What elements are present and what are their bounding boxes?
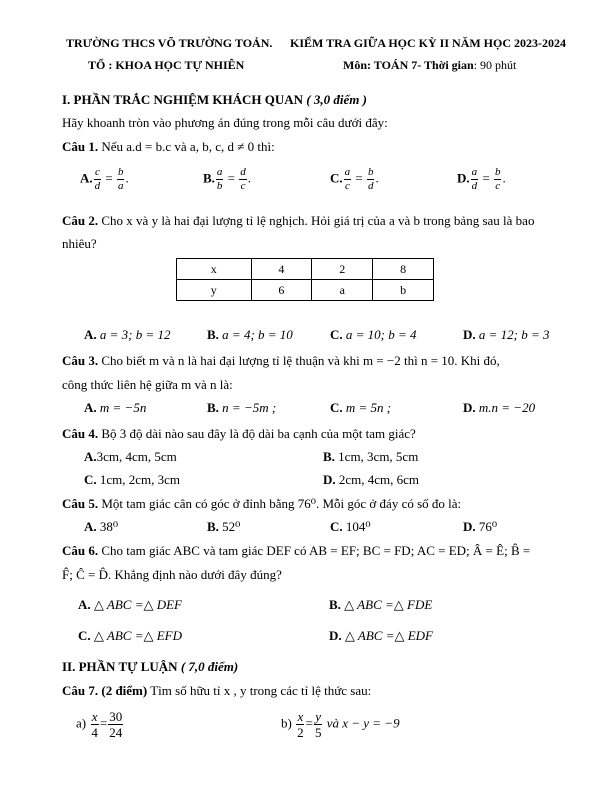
section2-heading	[62, 660, 238, 675]
table-row	[177, 280, 434, 301]
q3-option-d	[463, 401, 535, 416]
table-cell: 6	[251, 280, 312, 301]
q4-option-d	[323, 473, 419, 488]
table-cell: y	[177, 280, 252, 301]
part-label: b)	[281, 715, 292, 731]
q1-label: Câu 1.	[62, 139, 99, 154]
duration: : 90 phút	[473, 58, 517, 72]
fraction: $\frac{x}{4}$	[91, 709, 98, 740]
option-text: △ ABC =△ EFD	[93, 628, 182, 643]
option-text: a = 12; b = 3	[478, 327, 550, 342]
q3-stem	[62, 354, 500, 369]
fraction: $\frac{a}{d}$	[471, 166, 478, 192]
fraction: $\frac{b}{a}$	[117, 166, 124, 192]
option-text: 3cm, 4cm, 5cm	[96, 449, 177, 464]
option-letter: D.	[463, 327, 476, 342]
fraction: $\frac{b}{c}$	[494, 166, 501, 192]
option-letter: A.	[78, 597, 91, 612]
fraction: $\frac{30}{24}$	[109, 709, 123, 740]
q7-label: Câu 7. (2 điểm)	[62, 683, 148, 698]
option-letter: C.	[330, 400, 343, 415]
option-letter: A.	[84, 400, 97, 415]
table-cell: a	[312, 280, 373, 301]
q5-option-d	[463, 520, 497, 535]
option-letter: C.	[78, 628, 91, 643]
q6-option-b	[329, 598, 432, 613]
part-condition: và x − y = −9	[326, 715, 400, 731]
option-text: 76⁰	[478, 519, 498, 534]
fraction: $\frac{c}{d}$	[94, 166, 101, 192]
q4-option-a	[84, 450, 177, 465]
option-text: △ ABC =△ EDF	[344, 628, 433, 643]
q5-option-a	[84, 520, 118, 535]
option-letter: B.	[207, 327, 219, 342]
table-row	[177, 259, 434, 280]
option-letter: D.	[463, 519, 476, 534]
fraction: $\frac{x}{2}$	[297, 709, 304, 740]
q6-label: Câu 6.	[62, 543, 99, 558]
option-letter: B.	[329, 597, 341, 612]
q3-line2: công thức liên hệ giữa m và n là:	[62, 377, 233, 392]
table-cell: 2	[312, 259, 373, 280]
option-text: m = 5n ;	[345, 400, 392, 415]
option-text: m.n = −20	[478, 400, 536, 415]
q4-label: Câu 4.	[62, 426, 99, 441]
q6-option-a	[78, 598, 182, 613]
option-letter: D.	[457, 170, 470, 186]
q2-label: Câu 2.	[62, 213, 99, 228]
option-letter: B.	[323, 449, 335, 464]
fraction: $\frac{y}{5}$	[314, 709, 322, 740]
option-letter: A.	[84, 519, 97, 534]
q7-stem	[62, 684, 371, 699]
q1-option-b: B. $\frac{a}{b}$ = $\frac{d}{c}$ .	[203, 166, 252, 192]
option-letter: A.	[84, 449, 97, 464]
option-text: 104⁰	[345, 519, 371, 534]
option-text: n = −5m ;	[222, 400, 277, 415]
q3-label: Câu 3.	[62, 353, 99, 368]
part-label: a)	[76, 715, 87, 731]
q4-option-c	[84, 473, 180, 488]
option-text: △ ABC =△ FDE	[344, 597, 433, 612]
option-text: 1cm, 2cm, 3cm	[99, 472, 181, 487]
option-letter: A.	[84, 327, 97, 342]
section2-points: ( 7,0 điểm)	[180, 659, 239, 674]
q1-option-c: C. $\frac{a}{c}$ = $\frac{b}{d}$ .	[330, 166, 379, 192]
table-cell: x	[177, 259, 252, 280]
subject-label: Môn: TOÁN 7- Thời gian	[343, 58, 474, 72]
option-text: 38⁰	[99, 519, 119, 534]
q2-line2: nhiêu?	[62, 236, 97, 251]
q2-line1: Cho x và y là hai đại lượng tỉ lệ nghịch. Hỏi giá trị của a và b trong bảng sau là bao	[101, 213, 535, 228]
q3-option-b	[207, 401, 276, 416]
option-letter: D.	[323, 472, 336, 487]
option-letter: D.	[463, 400, 476, 415]
option-letter: A.	[80, 170, 93, 186]
option-text: a = 10; b = 4	[345, 327, 417, 342]
option-text: a = 4; b = 10	[222, 327, 293, 342]
section1-title: I. PHẦN TRẮC NGHIỆM KHÁCH QUAN	[62, 92, 303, 107]
department: TỔ : KHOA HỌC TỰ NHIÊN	[88, 58, 245, 72]
option-letter: B.	[203, 170, 215, 186]
q2-option-c	[330, 328, 417, 343]
option-letter: B.	[207, 519, 219, 534]
q7-part-a: a) $\frac{x}{4}$ = $\frac{30}{24}$	[76, 709, 123, 740]
option-letter: C.	[330, 519, 343, 534]
q6-line2: F̂; Ĉ = D̂. Khẳng định nào dưới đây đúng?	[62, 567, 282, 582]
option-letter: D.	[329, 628, 342, 643]
option-text: 2cm, 4cm, 6cm	[338, 472, 420, 487]
q2-table	[176, 258, 434, 301]
q5-option-b	[207, 520, 240, 535]
fraction: $\frac{d}{c}$	[240, 166, 246, 192]
option-text: 52⁰	[222, 519, 241, 534]
subject-line	[343, 59, 516, 73]
q4-text: Bộ 3 độ dài nào sau đây là độ dài ba cạnh của một tam giác?	[101, 426, 416, 441]
q3-option-c	[330, 401, 391, 416]
table-cell: 8	[373, 259, 434, 280]
section1-instruction: Hãy khoanh tròn vào phương án đúng trong mỗi câu dưới đây:	[62, 115, 388, 130]
option-letter: C.	[84, 472, 97, 487]
option-letter: C.	[330, 170, 343, 186]
q4-option-b	[323, 450, 418, 465]
table-cell: 4	[251, 259, 312, 280]
q6-line1: Cho tam giác ABC và tam giác DEF có AB = EF; BC = FD; AC = ED; Â = Ê; B̂ =	[101, 543, 531, 558]
q6-option-d	[329, 629, 433, 644]
option-text: a = 3; b = 12	[99, 327, 171, 342]
option-text: 1cm, 3cm, 5cm	[338, 449, 419, 464]
table-cell: b	[373, 280, 434, 301]
fraction: $\frac{a}{c}$	[344, 166, 351, 192]
q2-stem	[62, 214, 534, 229]
q3-line1: Cho biết m và n là hai đại lượng tỉ lệ thuận và khi m = −2 thì n = 10. Khi đó,	[101, 353, 500, 368]
q1-option-a: A. $\frac{c}{d}$ = $\frac{b}{a}$ .	[80, 166, 129, 192]
q2-option-d	[463, 328, 550, 343]
option-letter: B.	[207, 400, 219, 415]
q7-part-b: b) $\frac{x}{2}$ = $\frac{y}{5}$ và x − y = −9	[281, 709, 400, 740]
section1-heading	[62, 93, 367, 108]
option-letter: C.	[330, 327, 343, 342]
fraction: $\frac{a}{b}$	[216, 166, 223, 192]
q5-stem	[62, 497, 461, 512]
q2-option-b	[207, 328, 293, 343]
option-text: m = −5n	[99, 400, 147, 415]
q5-text: Một tam giác cân có góc ở đỉnh bằng 76⁰. Mỗi góc ở đáy có số đo là:	[101, 496, 462, 511]
school-name: TRƯỜNG THCS VÕ TRƯỜNG TOẢN.	[66, 36, 273, 50]
q7-text: Tìm số hữu tỉ x , y trong các tỉ lệ thức sau:	[150, 683, 372, 698]
q3-option-a	[84, 401, 146, 416]
q4-stem	[62, 427, 416, 442]
q1-option-d: D. $\frac{a}{d}$ = $\frac{b}{c}$ .	[457, 166, 506, 192]
q5-option-c	[330, 520, 371, 535]
exam-title: KIỂM TRA GIỮA HỌC KỲ II NĂM HỌC 2023-2024	[290, 36, 567, 50]
fraction: $\frac{b}{d}$	[367, 166, 374, 192]
q1-stem	[62, 140, 275, 155]
section2-title: II. PHẦN TỰ LUẬN	[62, 659, 178, 674]
option-text: △ ABC =△ DEF	[93, 597, 182, 612]
section1-points: ( 3,0 điểm )	[306, 92, 367, 107]
q6-option-c	[78, 629, 182, 644]
q6-stem	[62, 544, 530, 559]
q1-text: Nếu a.d = b.c và a, b, c, d ≠ 0 thì:	[101, 139, 275, 154]
q2-option-a	[84, 328, 171, 343]
q5-label: Câu 5.	[62, 496, 99, 511]
